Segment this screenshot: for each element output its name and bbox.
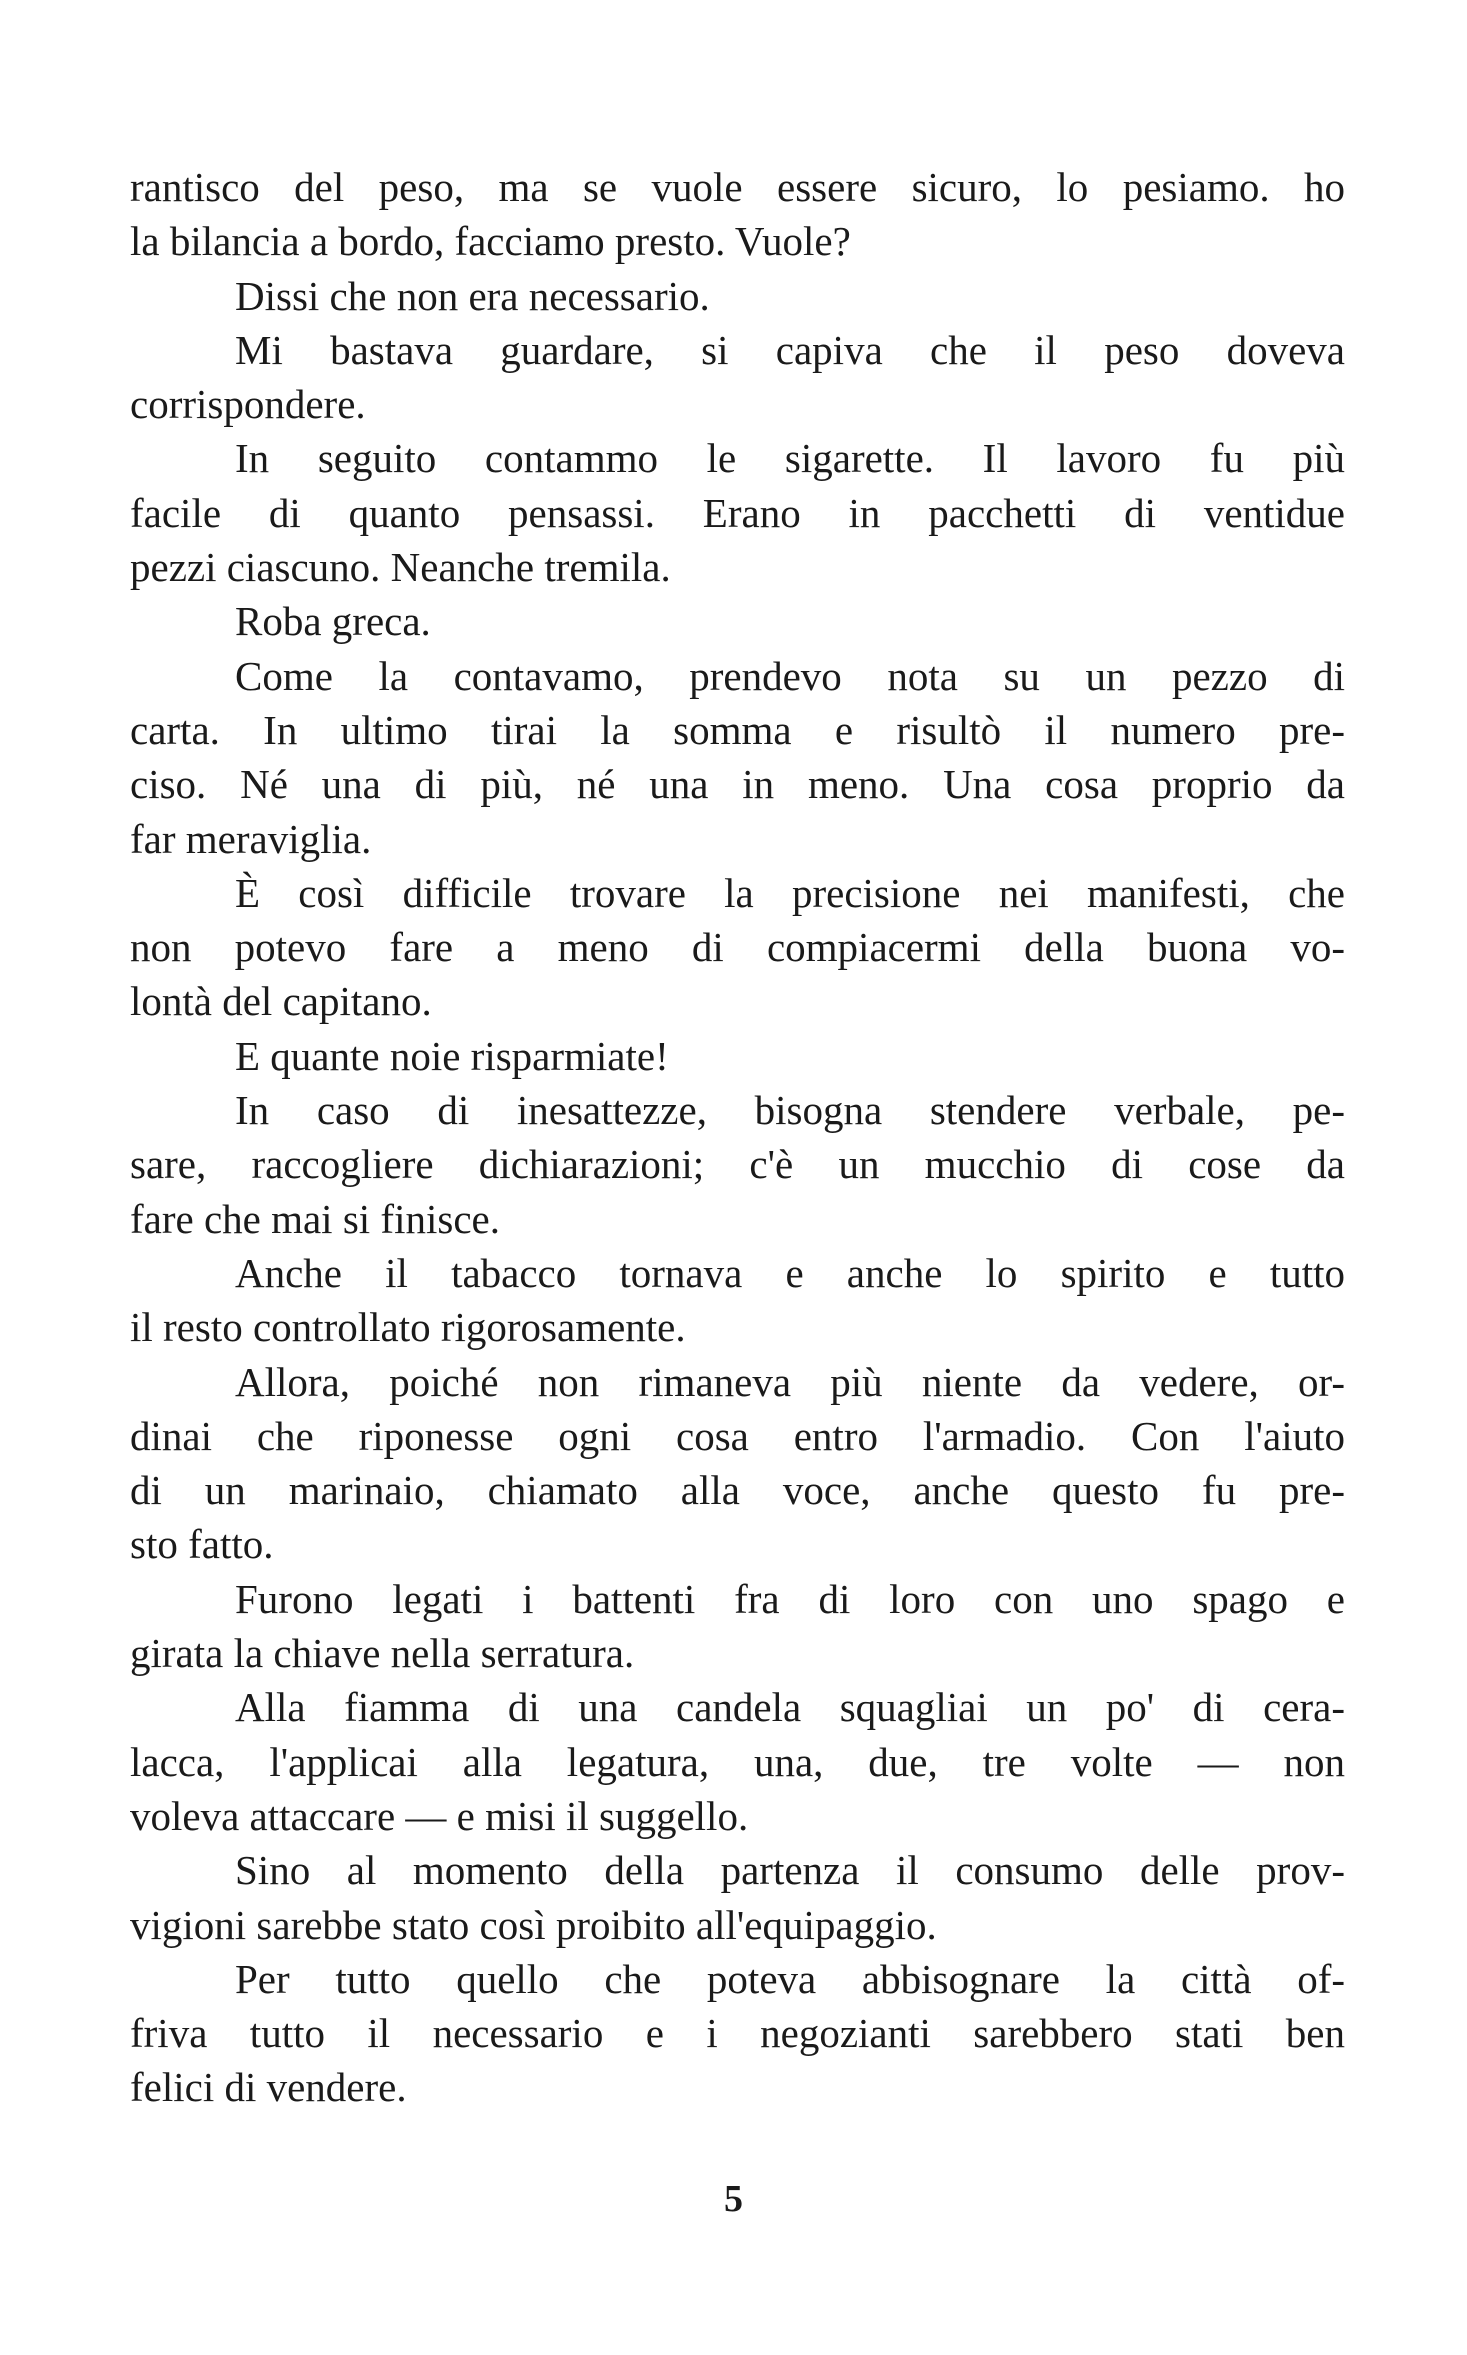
text-line: lacca, l'applicai alla legatura, una, due, tre volte — non bbox=[130, 1738, 1345, 1785]
text-line: Furono legati i battenti fra di loro con uno spago e bbox=[235, 1575, 1345, 1622]
text-line: Sino al momento della partenza il consumo delle prov- bbox=[235, 1847, 1345, 1894]
text-line: voleva attaccare — e misi il suggello. bbox=[130, 1792, 749, 1839]
text-line: È così difficile trovare la precisione nei manifesti, che bbox=[235, 869, 1345, 916]
text-line: non potevo fare a meno di compiacermi della buona vo- bbox=[130, 924, 1345, 971]
text-line: Come la contavamo, prendevo nota su un pezzo di bbox=[235, 652, 1345, 699]
text-line: dinai che riponesse ogni cosa entro l'armadio. Con l'aiuto bbox=[130, 1412, 1345, 1459]
text-line: corrispondere. bbox=[130, 381, 366, 428]
text-line: Anche il tabacco tornava e anche lo spirito e tutto bbox=[235, 1249, 1345, 1296]
text-line: In caso di inesattezze, bisogna stendere verbale, pe- bbox=[235, 1087, 1345, 1134]
text-line: far meraviglia. bbox=[130, 815, 372, 862]
text-line: Allora, poiché non rimaneva più niente da vedere, or- bbox=[235, 1358, 1345, 1405]
text-line: facile di quanto pensassi. Erano in pacchetti di ventidue bbox=[130, 489, 1345, 536]
text-line: la bilancia a bordo, facciamo presto. Vuole? bbox=[130, 218, 851, 265]
text-line: vigioni sarebbe stato così proibito all'equipaggio. bbox=[130, 1901, 937, 1948]
text-line: felici di vendere. bbox=[130, 2064, 407, 2111]
text-line: sare, raccogliere dichiarazioni; c'è un mucchio di cose da bbox=[130, 1141, 1345, 1188]
text-line: friva tutto il necessario e i negozianti sarebbero stati ben bbox=[130, 2010, 1345, 2057]
text-line: rantisco del peso, ma se vuole essere sicuro, lo pesiamo. ho bbox=[130, 164, 1345, 210]
text-line: il resto controllato rigorosamente. bbox=[130, 1304, 686, 1351]
text-line: fare che mai si finisce. bbox=[130, 1195, 500, 1242]
text-line: Roba greca. bbox=[235, 598, 431, 645]
text-line: Mi bastava guardare, si capiva che il peso doveva bbox=[235, 326, 1345, 373]
text-line: lontà del capitano. bbox=[130, 978, 432, 1025]
text-line: Per tutto quello che poteva abbisognare la città of- bbox=[235, 1955, 1345, 2002]
text-line: ciso. Né una di più, né una in meno. Una cosa proprio da bbox=[130, 761, 1345, 808]
text-line: pezzi ciascuno. Neanche tremila. bbox=[130, 544, 671, 591]
text-line: E quante noie risparmiate! bbox=[235, 1032, 669, 1079]
body-text bbox=[130, 160, 1345, 2115]
text-line: sto fatto. bbox=[130, 1521, 274, 1568]
text-line: In seguito contammo le sigarette. Il lavoro fu più bbox=[235, 435, 1345, 482]
text-line: Dissi che non era necessario. bbox=[235, 272, 710, 319]
text-line: carta. In ultimo tirai la somma e risultò il numero pre- bbox=[130, 706, 1345, 753]
page-number: 5 bbox=[724, 2178, 743, 2220]
text-line: di un marinaio, chiamato alla voce, anche questo fu pre- bbox=[130, 1467, 1345, 1514]
text-line: Alla fiamma di una candela squagliai un po' di cera- bbox=[235, 1684, 1345, 1731]
text-line: girata la chiave nella serratura. bbox=[130, 1630, 635, 1677]
